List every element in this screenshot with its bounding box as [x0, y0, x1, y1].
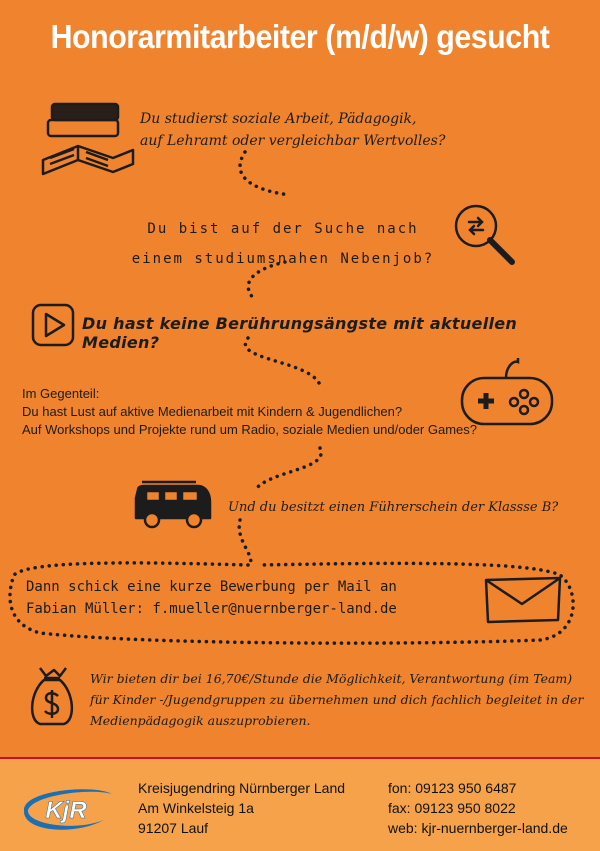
apply-line1: Dann schick eine kurze Bewerbung per Mail an	[26, 579, 397, 595]
question-job-line1: Du bist auf der Suche nach	[147, 221, 419, 237]
org-name: Kreisjugendring Nürnberger Land	[138, 780, 346, 796]
question-mediawork-line3: Auf Workshops und Projekte rund um Radio, soziale Medien und/oder Games?	[22, 422, 478, 437]
kjr-logo-text: KjR	[45, 797, 87, 824]
gamepad-icon	[458, 356, 558, 431]
play-icon	[30, 302, 78, 350]
org-street: Am Winkelsteig 1a	[138, 800, 254, 816]
question-study-line1: Du studierst soziale Arbeit, Pädagogik,	[140, 111, 417, 127]
van-icon	[132, 478, 214, 534]
offer-text: Wir bieten dir bei 16,70€/Stunde die Möglichkeit, Verantwortung (im Team) für Kinder -/Jugendgruppen zu übernehmen und dich fachlich begleitet in der Medienpädagogik auszuprobieren.	[90, 671, 584, 728]
question-study-line2: auf Lehramt oder vergleichbar Wertvolles?	[140, 133, 446, 149]
apply-email-link[interactable]: Fabian Müller: f.mueller@nuernberger-land.de	[26, 601, 397, 617]
org-address	[138, 778, 345, 838]
question-mediawork-line2: Du hast Lust auf aktive Medienarbeit mit Kindern & Jugendlichen?	[22, 404, 403, 419]
contact-phone: fon: 09123 950 6487	[388, 780, 517, 796]
question-license: Und du besitzt einen Führerschein der Klassse B?	[228, 500, 559, 515]
question-job-line2: einem studiumsnahen Nebenjob?	[131, 251, 435, 267]
question-job	[118, 214, 448, 274]
question-study	[140, 108, 445, 152]
contact-web-link[interactable]: web: kjr-nuernberger-land.de	[388, 820, 568, 836]
question-mediawork	[22, 385, 477, 439]
contact-fax: fax: 09123 950 8022	[388, 800, 516, 816]
apply-box	[26, 576, 397, 620]
org-contact	[388, 778, 568, 838]
money-bag-icon	[26, 662, 76, 730]
magnifier-icon	[450, 200, 520, 270]
question-media: Du hast keine Berührungsängste mit aktuellen Medien?	[82, 314, 518, 352]
org-city: 91207 Lauf	[138, 820, 209, 836]
page-title: Honorarmitarbeiter (m/d/w) gesucht	[50, 18, 550, 55]
kjr-logo	[14, 780, 118, 840]
books-icon	[38, 98, 138, 178]
envelope-icon	[482, 574, 564, 626]
kjr-logo-icon	[14, 780, 118, 836]
question-mediawork-line1: Im Gegenteil:	[22, 386, 100, 401]
